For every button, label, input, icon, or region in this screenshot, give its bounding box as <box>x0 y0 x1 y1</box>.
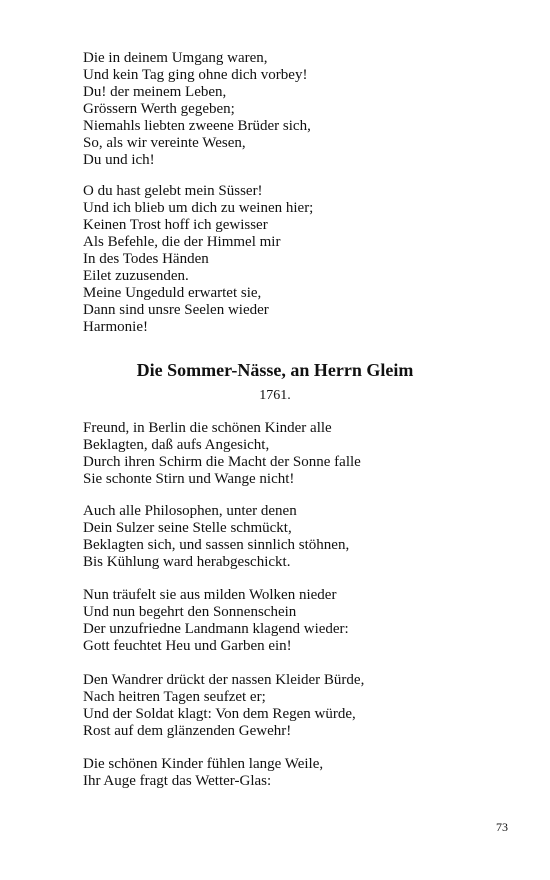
verse-line: Harmonie! <box>83 319 148 335</box>
verse-line: Gott feuchtet Heu und Garben ein! <box>83 638 292 654</box>
verse-line: Keinen Trost hoff ich gewisser <box>83 217 268 233</box>
verse-line: Du und ich! <box>83 152 155 168</box>
poem-stanza-4 <box>83 672 364 740</box>
previous-poem-stanza-1 <box>83 50 311 169</box>
verse-line: Dann sind unsre Seelen wieder <box>83 302 269 318</box>
verse-line: Ihr Auge fragt das Wetter-Glas: <box>83 773 272 789</box>
verse-line: O du hast gelebt mein Süsser! <box>83 183 263 199</box>
verse-line: Die in deinem Umgang waren, <box>83 50 268 66</box>
verse-line: Freund, in Berlin die schönen Kinder alle <box>83 420 332 436</box>
verse-line: Und kein Tag ging ohne dich vorbey! <box>83 67 308 83</box>
page-number: 73 <box>496 820 508 834</box>
verse-line: Beklagten sich, und sassen sinnlich stöhnen, <box>83 537 350 553</box>
verse-line: Grössern Werth gegeben; <box>83 101 235 117</box>
previous-poem-stanza-2 <box>83 183 313 336</box>
verse-line: Der unzufriedne Landmann klagend wieder: <box>83 621 349 637</box>
verse-line: Nach heitren Tagen seufzet er; <box>83 689 266 705</box>
verse-line: Dein Sulzer seine Stelle schmückt, <box>83 520 292 536</box>
verse-line: Und nun begehrt den Sonnenschein <box>83 604 297 620</box>
verse-line: In des Todes Händen <box>83 251 209 267</box>
verse-line: Niemahls liebten zweene Brüder sich, <box>83 118 311 134</box>
verse-line: Bis Kühlung ward herabgeschickt. <box>83 554 291 570</box>
verse-line: Und ich blieb um dich zu weinen hier; <box>83 200 314 216</box>
verse-line: Den Wandrer drückt der nassen Kleider Bürde, <box>83 672 365 688</box>
verse-line: Rost auf dem glänzenden Gewehr! <box>83 723 292 739</box>
verse-line: Nun träufelt sie aus milden Wolken nieder <box>83 587 337 603</box>
poem-stanza-2 <box>83 503 349 571</box>
verse-line: Du! der meinem Leben, <box>83 84 227 100</box>
verse-line: Eilet zuzusenden. <box>83 268 189 284</box>
verse-line: So, als wir vereinte Wesen, <box>83 135 246 151</box>
verse-line: Durch ihren Schirm die Macht der Sonne falle <box>83 454 361 470</box>
verse-line: Beklagten, daß aufs Angesicht, <box>83 437 270 453</box>
verse-line: Sie schonte Stirn und Wange nicht! <box>83 471 295 487</box>
verse-line: Die schönen Kinder fühlen lange Weile, <box>83 756 324 772</box>
verse-line: Als Befehle, die der Himmel mir <box>83 234 281 250</box>
poem-year: 1761. <box>259 388 291 403</box>
poem-stanza-5 <box>83 756 323 790</box>
verse-line: Meine Ungeduld erwartet sie, <box>83 285 262 301</box>
poem-stanza-3 <box>83 587 349 655</box>
verse-line: Auch alle Philosophen, unter denen <box>83 503 297 519</box>
poem-title: Die Sommer-Nässe, an Herrn Gleim <box>136 360 414 380</box>
poem-stanza-1 <box>83 420 361 488</box>
verse-line: Und der Soldat klagt: Von dem Regen würde, <box>83 706 356 722</box>
